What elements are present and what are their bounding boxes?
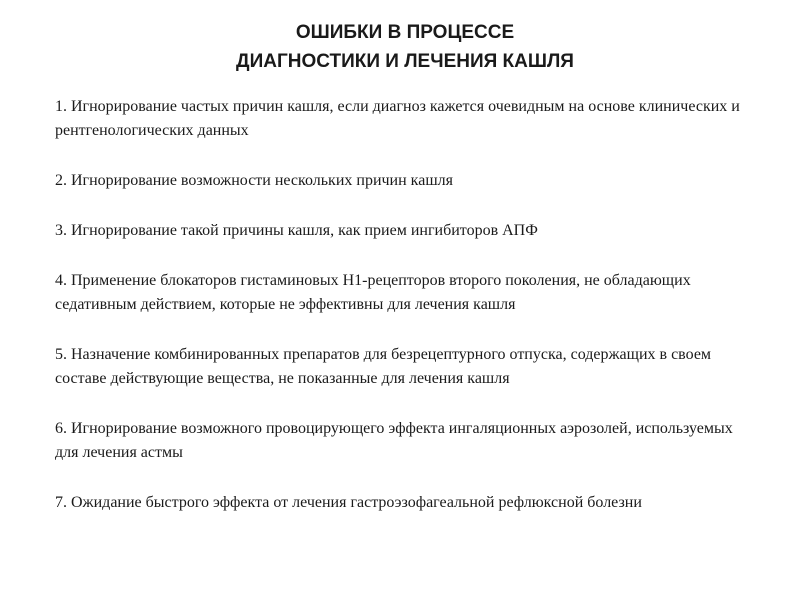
slide-title-line-1: ОШИБКИ В ПРОЦЕССЕ bbox=[295, 22, 515, 43]
error-item-4: 4. Применение блокаторов гистаминовых Н1-рецепторов второго поколения, не обладающих седативным действием, которые не эффективны для лечения кашля bbox=[55, 272, 691, 313]
error-item-2: 2. Игнорирование возможности нескольких причин кашля bbox=[55, 172, 453, 189]
slide-title-line-2: ДИАГНОСТИКИ И ЛЕЧЕНИЯ КАШЛЯ bbox=[236, 51, 574, 72]
error-item-7: 7. Ожидание быстрого эффекта от лечения гастроэзофагеальной рефлюксной болезни bbox=[55, 494, 642, 511]
error-item-5: 5. Назначение комбинированных препаратов для безрецептурного отпуска, содержащих в своем составе действующие вещества, не показанные для лечения кашля bbox=[55, 346, 712, 387]
slide-title bbox=[55, 18, 750, 76]
error-item-3: 3. Игнорирование такой причины кашля, как прием ингибиторов АПФ bbox=[55, 222, 538, 239]
error-item-1: 1. Игнорирование частых причин кашля, если диагноз кажется очевидным на основе клинических и рентгенологических данных bbox=[55, 98, 740, 139]
error-list bbox=[55, 95, 750, 515]
error-item-6: 6. Игнорирование возможного провоцирующего эффекта ингаляционных аэрозолей, используемых для лечения астмы bbox=[55, 420, 733, 461]
